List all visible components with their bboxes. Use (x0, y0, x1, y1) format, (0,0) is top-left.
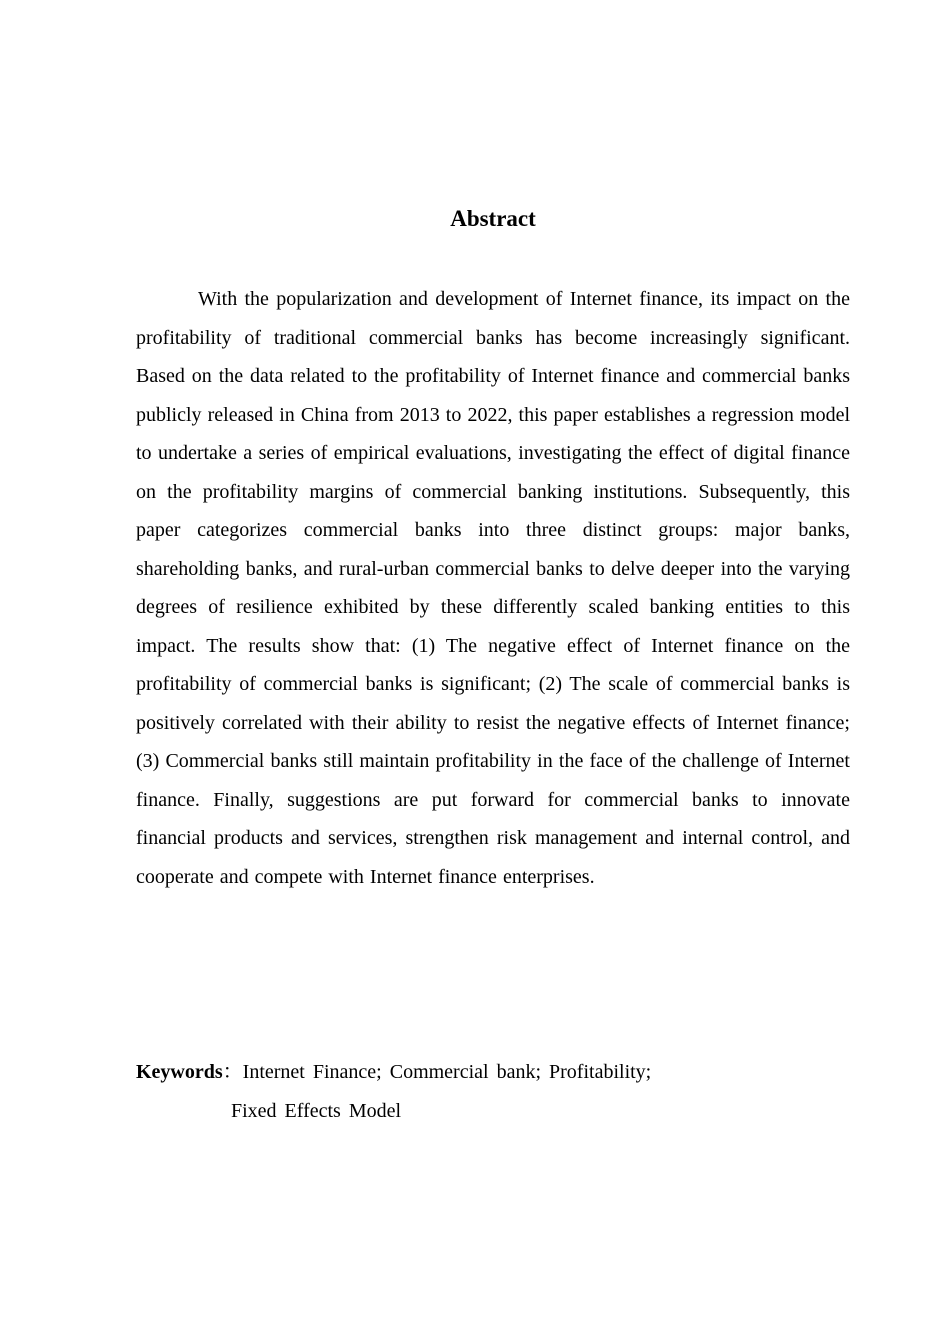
abstract-body: With the popularization and development of Internet finance, its impact on the profitability of traditional commercial banks has become increasingly significant. Based on the data related to the profitability of Internet finance and commercial banks publicly released in China from 2013 to 2022, this paper establishes a regression model to undertake a series of empirical evaluations, investigating the effect of digital finance on the profitability margins of commercial banking institutions. Subsequently, this paper categorizes commercial banks into three distinct groups: major banks, shareholding banks, and rural-urban commercial banks to delve deeper into the varying degrees of resilience exhibited by these differently scaled banking entities to this impact. The results show that: (1) The negative effect of Internet finance on the profitability of commercial banks is significant; (2) The scale of commercial banks is positively correlated with their ability to resist the negative effects of Internet finance; (3) Commercial banks still maintain profitability in the face of the challenge of Internet finance. Finally, suggestions are put forward for commercial banks to innovate financial products and services, strengthen risk management and internal control, and cooperate and compete with Internet finance enterprises. (136, 288, 850, 888)
abstract-title: Abstract (450, 206, 536, 231)
keywords-line-2: Fixed Effects Model (231, 1100, 402, 1122)
keywords-label: Keywords (136, 1061, 223, 1083)
keywords-line-1 (136, 1053, 850, 1092)
keywords-section (136, 1053, 850, 1131)
keywords-text-1: Internet Finance; Commercial bank; Profitability; (242, 1061, 652, 1083)
keywords-separator: ： (222, 1061, 243, 1083)
